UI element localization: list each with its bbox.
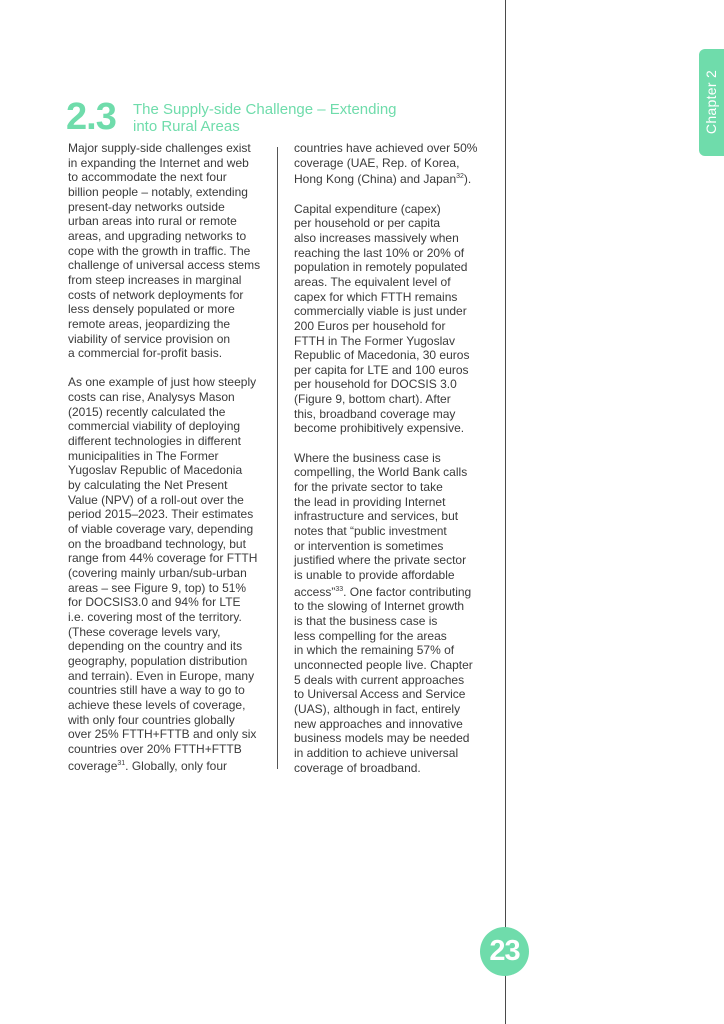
body-line: geography, population distribution: [68, 653, 248, 668]
body-line: viability of service provision on: [68, 331, 231, 346]
body-line: (covering mainly urban/sub-urban: [68, 566, 247, 581]
body-line: [294, 170, 499, 187]
body-line: Yugoslav Republic of Macedonia: [68, 463, 243, 478]
body-text: access”: [294, 584, 336, 599]
body-line: (UAS), although in fact, entirely: [294, 701, 461, 716]
body-line: cope with the growth in traffic. The: [68, 243, 251, 258]
footnote-ref: 31: [117, 759, 126, 767]
body-line: municipalities in The Former: [68, 448, 219, 463]
body-line: on the broadband technology, but: [68, 536, 246, 551]
body-line: per household for DOCSIS 3.0: [294, 377, 457, 392]
body-line: Major supply-side challenges exist: [68, 141, 251, 155]
body-line: remote areas, jeopardizing the: [68, 316, 231, 331]
body-line: range from 44% coverage for FTTH: [68, 551, 258, 566]
right-column-para-3: [294, 451, 499, 583]
body-line: [68, 361, 278, 376]
body-line: [294, 583, 499, 600]
right-column-para-2: [294, 202, 499, 437]
body-text: . One factor contributing: [343, 584, 472, 599]
chapter-tab: [699, 49, 724, 156]
body-line: compelling, the World Bank calls: [294, 465, 468, 480]
body-line: for DOCSIS3.0 and 94% for LTE: [68, 595, 241, 610]
body-line: areas – see Figure 9, top) to 51%: [68, 580, 247, 595]
body-line: i.e. covering most of the territory.: [68, 609, 242, 624]
body-line: FTTH in The Former Yugoslav: [294, 333, 455, 348]
body-line: achieve these levels of coverage,: [68, 697, 246, 712]
body-line: different technologies in different: [68, 434, 242, 449]
right-column: [294, 141, 499, 775]
body-line: depending on the country and its: [68, 639, 243, 654]
body-line: (2015) recently calculated the: [68, 404, 226, 419]
body-line: new approaches and innovative: [294, 716, 463, 731]
body-line: infrastructure and services, but: [294, 509, 459, 524]
section-title-line-2: into Rural Areas: [133, 118, 240, 135]
body-line: capex for which FTTH remains: [294, 289, 458, 304]
body-line: countries over 20% FTTH+FTTB: [68, 741, 242, 756]
body-line: [68, 757, 278, 774]
body-line: population in remotely populated: [294, 260, 468, 275]
body-line: to the slowing of Internet growth: [294, 599, 465, 614]
body-line: challenge of universal access stems: [68, 258, 261, 273]
body-line: a commercial for-profit basis.: [68, 346, 223, 361]
section-title: [133, 101, 433, 135]
left-column-lines: [68, 141, 278, 757]
body-line: Value (NPV) of a roll-out over the: [68, 492, 244, 507]
body-line: As one example of just how steeply: [68, 375, 257, 390]
body-line: 200 Euros per household for: [294, 318, 446, 333]
body-line: or intervention is sometimes: [294, 538, 444, 553]
body-line: unconnected people live. Chapter: [294, 657, 473, 672]
body-text: ).: [463, 172, 472, 187]
body-line: to accommodate the next four: [68, 170, 227, 185]
body-line: areas, and upgrading networks to: [68, 228, 247, 243]
body-line: become prohibitively expensive.: [294, 421, 465, 436]
footnote-ref: 33: [335, 585, 344, 593]
body-line: costs of network deployments for: [68, 287, 244, 302]
body-line: coverage (UAE, Rep. of Korea,: [294, 155, 460, 170]
body-line: to Universal Access and Service: [294, 687, 466, 702]
body-line: less compelling for the areas: [294, 628, 447, 643]
body-line: notes that “public investment: [294, 524, 447, 539]
body-text: . Globally, only four: [125, 758, 227, 773]
body-line: urban areas into rural or remote: [68, 214, 237, 229]
body-line: coverage of broadband.: [294, 760, 421, 775]
body-line: Where the business case is: [294, 450, 441, 465]
body-line: business models may be needed: [294, 731, 470, 746]
right-column-para-1: [294, 141, 499, 170]
body-line: present-day networks outside: [68, 199, 225, 214]
body-line: per capita for LTE and 100 euros: [294, 362, 469, 377]
body-line: per household or per capita: [294, 216, 441, 231]
body-line: this, broadband coverage may: [294, 406, 456, 421]
body-line: is unable to provide affordable: [294, 568, 455, 582]
body-text: Hong Kong (China) and Japan: [294, 172, 457, 187]
body-line: (Figure 9, bottom chart). After: [294, 392, 451, 407]
body-line: areas. The equivalent level of: [294, 274, 451, 289]
body-line: for the private sector to take: [294, 480, 443, 495]
body-line: of viable coverage vary, depending: [68, 522, 254, 537]
body-line: the lead in providing Internet: [294, 494, 446, 509]
section-number: 2.3: [66, 96, 116, 138]
body-line: costs can rise, Analysys Mason: [68, 390, 235, 405]
right-column-para-3-cont: [294, 599, 499, 775]
body-line: 5 deals with current approaches: [294, 672, 465, 687]
page-number-badge: 23: [480, 927, 529, 976]
body-line: from steep increases in marginal: [68, 272, 242, 287]
body-line: also increases massively when: [294, 230, 459, 245]
left-column: [68, 141, 278, 773]
body-line: billion people – notably, extending: [68, 184, 248, 199]
vertical-page-rule: [505, 0, 506, 1024]
body-line: with only four countries globally: [68, 712, 235, 727]
body-line: is that the business case is: [294, 613, 438, 628]
chapter-tab-label: Chapter 2: [703, 69, 719, 135]
body-line: in expanding the Internet and web: [68, 155, 249, 170]
body-line: (These coverage levels vary,: [68, 624, 221, 639]
footnote-ref: 32: [456, 173, 464, 181]
body-line: by calculating the Net Present: [68, 478, 228, 493]
body-line: less densely populated or more: [68, 302, 235, 317]
body-text: coverage: [68, 758, 118, 773]
section-title-line-1: The Supply-side Challenge – Extending: [133, 101, 397, 118]
body-line: reaching the last 10% or 20% of: [294, 245, 465, 260]
body-line: Capital expenditure (capex): [294, 201, 441, 216]
body-line: countries have achieved over 50%: [294, 141, 478, 155]
body-line: in addition to achieve universal: [294, 745, 459, 760]
body-line: over 25% FTTH+FTTB and only six: [68, 727, 257, 742]
body-line: Republic of Macedonia, 30 euros: [294, 348, 470, 363]
body-line: countries still have a way to go to: [68, 683, 245, 698]
body-line: commercial viability of deploying: [68, 419, 241, 434]
body-line: period 2015–2023. Their estimates: [68, 507, 254, 522]
body-line: commercially viable is just under: [294, 304, 467, 319]
body-line: and terrain). Even in Europe, many: [68, 668, 255, 683]
body-line: in which the remaining 57% of: [294, 643, 455, 658]
body-line: justified where the private sector: [294, 553, 467, 568]
